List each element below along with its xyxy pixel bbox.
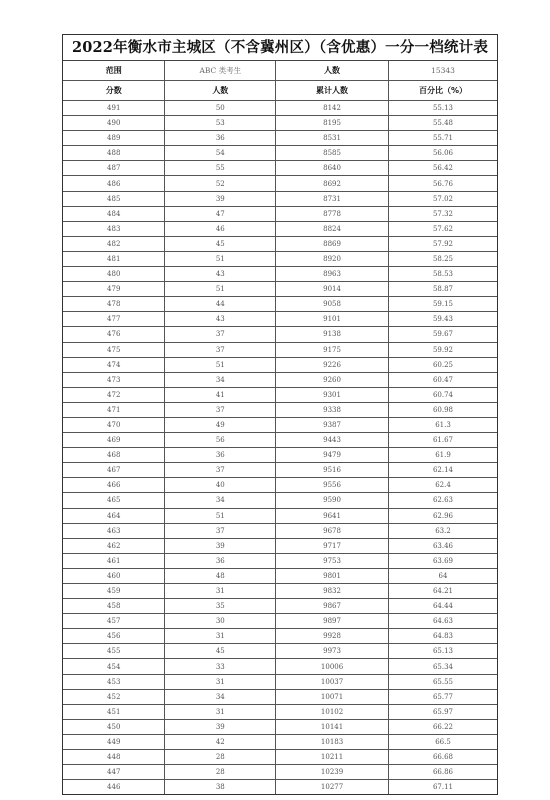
percent-cell: 61.9	[388, 448, 497, 463]
cumulative-cell: 9556	[276, 478, 389, 493]
table-row	[63, 463, 497, 478]
score-cell: 473	[63, 372, 165, 387]
score-cell: 460	[63, 568, 165, 583]
percent-cell: 66.22	[388, 719, 497, 734]
score-cell: 470	[63, 417, 165, 432]
cumulative-cell: 8142	[276, 101, 389, 116]
percent-cell: 60.74	[388, 387, 497, 402]
cumulative-cell: 10211	[276, 750, 389, 765]
count-cell: 40	[165, 478, 276, 493]
score-cell: 455	[63, 644, 165, 659]
score-cell: 452	[63, 689, 165, 704]
percent-cell: 61.3	[388, 417, 497, 432]
count-cell: 56	[165, 433, 276, 448]
percent-cell: 58.25	[388, 251, 497, 266]
score-table-body	[63, 61, 497, 794]
score-cell: 465	[63, 493, 165, 508]
count-cell: 51	[165, 508, 276, 523]
count-cell: 31	[165, 704, 276, 719]
table-row	[63, 161, 497, 176]
count-cell: 37	[165, 342, 276, 357]
table-row	[63, 372, 497, 387]
cumulative-cell: 8920	[276, 251, 389, 266]
table-row	[63, 538, 497, 553]
score-cell: 446	[63, 780, 165, 795]
percent-cell: 56.06	[388, 146, 497, 161]
cumulative-cell: 10141	[276, 719, 389, 734]
table-row	[63, 342, 497, 357]
percent-cell: 57.32	[388, 206, 497, 221]
count-cell: 45	[165, 644, 276, 659]
count-cell: 50	[165, 101, 276, 116]
table-title: 2022年衡水市主城区（不含冀州区）（含优惠）一分一档统计表	[63, 35, 497, 61]
cumulative-cell: 9516	[276, 463, 389, 478]
count-cell: 30	[165, 614, 276, 629]
table-row	[63, 478, 497, 493]
cumulative-cell: 9479	[276, 448, 389, 463]
score-cell: 491	[63, 101, 165, 116]
score-cell: 451	[63, 704, 165, 719]
cumulative-cell: 9058	[276, 297, 389, 312]
header-cumulative: 累计人数	[276, 81, 389, 101]
table-row	[63, 312, 497, 327]
count-cell: 48	[165, 568, 276, 583]
percent-cell: 56.42	[388, 161, 497, 176]
score-cell: 484	[63, 206, 165, 221]
percent-cell: 62.4	[388, 478, 497, 493]
table-row	[63, 780, 497, 795]
count-cell: 31	[165, 584, 276, 599]
count-cell: 54	[165, 146, 276, 161]
count-cell: 37	[165, 523, 276, 538]
cumulative-cell: 9590	[276, 493, 389, 508]
cumulative-cell: 10183	[276, 734, 389, 749]
cumulative-cell: 10277	[276, 780, 389, 795]
cumulative-cell: 9641	[276, 508, 389, 523]
score-cell: 450	[63, 719, 165, 734]
percent-cell: 59.43	[388, 312, 497, 327]
score-cell: 468	[63, 448, 165, 463]
count-cell: 35	[165, 599, 276, 614]
percent-cell: 65.77	[388, 689, 497, 704]
table-row	[63, 357, 497, 372]
total-count-label: 人数	[276, 61, 389, 81]
cumulative-cell: 8731	[276, 191, 389, 206]
header-count: 人数	[165, 81, 276, 101]
score-cell: 464	[63, 508, 165, 523]
percent-cell: 62.96	[388, 508, 497, 523]
cumulative-cell: 9138	[276, 327, 389, 342]
table-row	[63, 236, 497, 251]
table-row	[63, 719, 497, 734]
table-row	[63, 206, 497, 221]
score-cell: 462	[63, 538, 165, 553]
table-row	[63, 674, 497, 689]
count-cell: 38	[165, 780, 276, 795]
percent-cell: 58.53	[388, 267, 497, 282]
cumulative-cell: 9973	[276, 644, 389, 659]
score-cell: 466	[63, 478, 165, 493]
cumulative-cell: 10102	[276, 704, 389, 719]
score-cell: 489	[63, 131, 165, 146]
count-cell: 53	[165, 116, 276, 131]
count-cell: 41	[165, 387, 276, 402]
score-cell: 476	[63, 327, 165, 342]
cumulative-cell: 9717	[276, 538, 389, 553]
percent-cell: 65.97	[388, 704, 497, 719]
table-row	[63, 297, 497, 312]
info-row	[63, 61, 497, 81]
count-cell: 36	[165, 448, 276, 463]
table-row	[63, 689, 497, 704]
cumulative-cell: 9301	[276, 387, 389, 402]
count-cell: 34	[165, 689, 276, 704]
count-cell: 49	[165, 417, 276, 432]
cumulative-cell: 9175	[276, 342, 389, 357]
percent-cell: 60.98	[388, 402, 497, 417]
cumulative-cell: 9226	[276, 357, 389, 372]
table-row	[63, 282, 497, 297]
count-cell: 37	[165, 402, 276, 417]
percent-cell: 57.92	[388, 236, 497, 251]
table-row	[63, 553, 497, 568]
percent-cell: 59.67	[388, 327, 497, 342]
percent-cell: 62.63	[388, 493, 497, 508]
count-cell: 33	[165, 659, 276, 674]
cumulative-cell: 8778	[276, 206, 389, 221]
table-row	[63, 568, 497, 583]
count-cell: 37	[165, 463, 276, 478]
table-row	[63, 448, 497, 463]
percent-cell: 55.13	[388, 101, 497, 116]
cumulative-cell: 9867	[276, 599, 389, 614]
percent-cell: 66.5	[388, 734, 497, 749]
score-cell: 448	[63, 750, 165, 765]
cumulative-cell: 9101	[276, 312, 389, 327]
table-row	[63, 659, 497, 674]
count-cell: 31	[165, 629, 276, 644]
table-row	[63, 221, 497, 236]
score-cell: 478	[63, 297, 165, 312]
table-row	[63, 750, 497, 765]
score-cell: 457	[63, 614, 165, 629]
cumulative-cell: 9014	[276, 282, 389, 297]
table-row	[63, 523, 497, 538]
cumulative-cell: 9387	[276, 417, 389, 432]
score-table	[63, 61, 497, 794]
cumulative-cell: 9801	[276, 568, 389, 583]
cumulative-cell: 9753	[276, 553, 389, 568]
percent-cell: 64	[388, 568, 497, 583]
total-count-value: 15343	[388, 61, 497, 81]
cumulative-cell: 9338	[276, 402, 389, 417]
cumulative-cell: 8640	[276, 161, 389, 176]
score-cell: 480	[63, 267, 165, 282]
cumulative-cell: 9260	[276, 372, 389, 387]
percent-cell: 66.68	[388, 750, 497, 765]
percent-cell: 57.02	[388, 191, 497, 206]
table-row	[63, 267, 497, 282]
cumulative-cell: 9832	[276, 584, 389, 599]
count-cell: 39	[165, 538, 276, 553]
score-cell: 486	[63, 176, 165, 191]
percent-cell: 63.69	[388, 553, 497, 568]
score-cell: 453	[63, 674, 165, 689]
score-cell: 490	[63, 116, 165, 131]
count-cell: 44	[165, 297, 276, 312]
cumulative-cell: 8585	[276, 146, 389, 161]
table-row	[63, 131, 497, 146]
score-cell: 471	[63, 402, 165, 417]
count-cell: 55	[165, 161, 276, 176]
score-cell: 456	[63, 629, 165, 644]
score-cell: 454	[63, 659, 165, 674]
cumulative-cell: 8195	[276, 116, 389, 131]
cumulative-cell: 8692	[276, 176, 389, 191]
table-row	[63, 101, 497, 116]
score-cell: 472	[63, 387, 165, 402]
header-percent: 百分比（%）	[388, 81, 497, 101]
score-cell: 449	[63, 734, 165, 749]
table-row	[63, 644, 497, 659]
percent-cell: 63.2	[388, 523, 497, 538]
range-value: ABC 类考生	[165, 61, 276, 81]
table-row	[63, 493, 497, 508]
table-row	[63, 251, 497, 266]
score-distribution-sheet	[62, 34, 498, 795]
percent-cell: 64.21	[388, 584, 497, 599]
score-cell: 458	[63, 599, 165, 614]
percent-cell: 60.25	[388, 357, 497, 372]
cumulative-cell: 9443	[276, 433, 389, 448]
count-cell: 52	[165, 176, 276, 191]
table-row	[63, 191, 497, 206]
percent-cell: 56.76	[388, 176, 497, 191]
table-row	[63, 614, 497, 629]
percent-cell: 59.92	[388, 342, 497, 357]
count-cell: 34	[165, 372, 276, 387]
table-row	[63, 146, 497, 161]
score-cell: 474	[63, 357, 165, 372]
cumulative-cell: 10071	[276, 689, 389, 704]
cumulative-cell: 10037	[276, 674, 389, 689]
score-cell: 459	[63, 584, 165, 599]
count-cell: 43	[165, 267, 276, 282]
score-cell: 479	[63, 282, 165, 297]
percent-cell: 59.15	[388, 297, 497, 312]
score-cell: 467	[63, 463, 165, 478]
count-cell: 36	[165, 553, 276, 568]
table-row	[63, 629, 497, 644]
table-row	[63, 417, 497, 432]
score-cell: 447	[63, 765, 165, 780]
score-cell: 463	[63, 523, 165, 538]
percent-cell: 65.55	[388, 674, 497, 689]
score-cell: 481	[63, 251, 165, 266]
percent-cell: 65.13	[388, 644, 497, 659]
percent-cell: 55.71	[388, 131, 497, 146]
cumulative-cell: 8824	[276, 221, 389, 236]
cumulative-cell: 8963	[276, 267, 389, 282]
table-row	[63, 433, 497, 448]
count-cell: 37	[165, 327, 276, 342]
count-cell: 39	[165, 191, 276, 206]
percent-cell: 55.48	[388, 116, 497, 131]
score-cell: 477	[63, 312, 165, 327]
range-label: 范围	[63, 61, 165, 81]
cumulative-cell: 8869	[276, 236, 389, 251]
cumulative-cell: 10239	[276, 765, 389, 780]
count-cell: 51	[165, 282, 276, 297]
count-cell: 51	[165, 251, 276, 266]
score-cell: 469	[63, 433, 165, 448]
percent-cell: 63.46	[388, 538, 497, 553]
percent-cell: 64.83	[388, 629, 497, 644]
table-row	[63, 734, 497, 749]
count-cell: 39	[165, 719, 276, 734]
cumulative-cell: 8531	[276, 131, 389, 146]
score-cell: 487	[63, 161, 165, 176]
count-cell: 45	[165, 236, 276, 251]
cumulative-cell: 10006	[276, 659, 389, 674]
cumulative-cell: 9897	[276, 614, 389, 629]
count-cell: 51	[165, 357, 276, 372]
count-cell: 31	[165, 674, 276, 689]
percent-cell: 64.63	[388, 614, 497, 629]
table-row	[63, 387, 497, 402]
cumulative-cell: 9928	[276, 629, 389, 644]
count-cell: 47	[165, 206, 276, 221]
table-row	[63, 176, 497, 191]
percent-cell: 58.87	[388, 282, 497, 297]
table-row	[63, 599, 497, 614]
percent-cell: 67.11	[388, 780, 497, 795]
count-cell: 34	[165, 493, 276, 508]
percent-cell: 57.62	[388, 221, 497, 236]
table-row	[63, 704, 497, 719]
table-row	[63, 508, 497, 523]
percent-cell: 62.14	[388, 463, 497, 478]
score-cell: 482	[63, 236, 165, 251]
header-row	[63, 81, 497, 101]
count-cell: 36	[165, 131, 276, 146]
table-row	[63, 402, 497, 417]
count-cell: 28	[165, 765, 276, 780]
table-row	[63, 116, 497, 131]
percent-cell: 65.34	[388, 659, 497, 674]
table-row	[63, 327, 497, 342]
count-cell: 46	[165, 221, 276, 236]
table-row	[63, 765, 497, 780]
percent-cell: 60.47	[388, 372, 497, 387]
percent-cell: 66.86	[388, 765, 497, 780]
count-cell: 28	[165, 750, 276, 765]
score-cell: 485	[63, 191, 165, 206]
count-cell: 42	[165, 734, 276, 749]
score-cell: 488	[63, 146, 165, 161]
count-cell: 43	[165, 312, 276, 327]
percent-cell: 61.67	[388, 433, 497, 448]
score-cell: 475	[63, 342, 165, 357]
percent-cell: 64.44	[388, 599, 497, 614]
header-score: 分数	[63, 81, 165, 101]
score-cell: 461	[63, 553, 165, 568]
table-row	[63, 584, 497, 599]
score-cell: 483	[63, 221, 165, 236]
cumulative-cell: 9678	[276, 523, 389, 538]
